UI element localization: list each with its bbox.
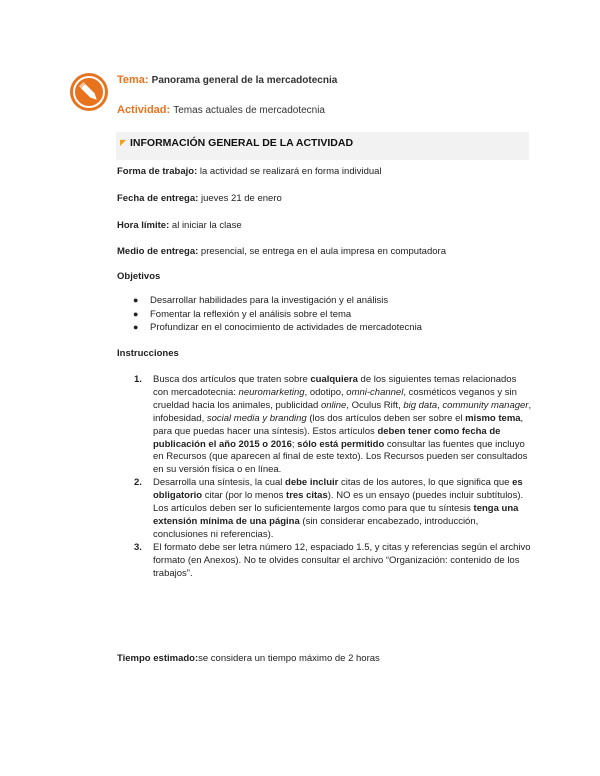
forma-label: Forma de trabajo: — [117, 166, 198, 177]
fecha-label: Fecha de entrega: — [117, 193, 199, 204]
tiempo-row — [117, 653, 380, 664]
hora-row — [117, 220, 242, 231]
step-number: 3. — [134, 541, 142, 553]
list-item: ● Profundizar en el conocimiento de actividades de mercadotecnia — [133, 322, 422, 333]
hora-value: al iniciar la clase — [169, 220, 242, 231]
medio-row — [117, 246, 446, 257]
step-item: 2. Desarrolla una síntesis, la cual debe incluir citas de los autores, lo que significa que es obligatorio citar (por lo menos tres citas). NO es un ensayo (puedes incluir subtítulos). Los artículos deben ser lo suficientemente largos como para que tu síntesis tenga una extensión mínima de una página (sin considerar encabezado, introducción, conclusiones ni referencias). — [134, 477, 524, 540]
tema-value: Panorama general de la mercadotecnia — [151, 75, 338, 86]
tema-label: Tema: — [117, 74, 149, 86]
forma-row — [117, 166, 382, 177]
actividad-line — [117, 104, 325, 116]
list-item: ● Fomentar la reflexión y el análisis sobre el tema — [133, 308, 352, 320]
bullet-icon: ● — [133, 308, 139, 319]
objetivos-list — [117, 295, 537, 336]
tiempo-value: se considera un tiempo máximo de 2 horas — [198, 653, 380, 664]
fecha-row — [117, 193, 282, 204]
medio-label: Medio de entrega: — [117, 246, 199, 257]
step-item: 1. Busca dos artículos que traten sobre cualquiera de los siguientes temas relacionados con mercadotecnia: neuromarketing, odotipo, omni-channel, cosméticos veganos y sin crueldad hacia los animales, publicidad online, Oculus Rift, big data, community manager, infobesidad, social media y branding (los dos artículos deben ser sobre el mismo tema, para que puedas hacer una síntesis). Estos artículos deben tener como fecha de publicación el año 2015 o 2016; sólo está permitido consultar las fuentes que incluyo en Recursos (que aparecen al final de este texto). Los Recursos pueden ser consultados en su versión física o en línea. — [134, 374, 532, 476]
banner-title: INFORMACIÓN GENERAL DE LA ACTIVIDAD — [130, 137, 354, 149]
forma-value: la actividad se realizará en forma individual — [197, 166, 382, 177]
instrucciones-heading: Instrucciones — [117, 348, 179, 359]
list-item: ● Desarrollar habilidades para la investigación y el análisis — [133, 295, 389, 306]
step-item: 3. El formato debe ser letra número 12, espaciado 1.5, y citas y referencias según el archivo formato (en Anexos). No te olvides consultar el archivo “Organización: contenido de los trabajos”. — [134, 541, 531, 579]
instrucciones-list — [134, 374, 532, 581]
objetivos-heading: Objetivos — [117, 271, 161, 282]
pencil-icon — [69, 72, 109, 112]
section-banner — [116, 132, 529, 160]
step-number: 2. — [134, 477, 142, 489]
actividad-value: Temas actuales de mercadotecnia — [173, 105, 325, 116]
fecha-value: jueves 21 de enero — [198, 193, 282, 204]
step-number: 1. — [134, 374, 142, 385]
actividad-label: Actividad: — [117, 104, 171, 116]
medio-value: presencial, se entrega en el aula impresa en computadora — [198, 246, 446, 257]
bullet-icon: ● — [133, 295, 139, 305]
bullet-icon: ● — [133, 322, 139, 332]
tema-line — [117, 74, 337, 86]
hora-label: Hora límite: — [117, 220, 170, 231]
tiempo-label: Tiempo estimado: — [117, 653, 199, 664]
triangle-marker-icon: ◤ — [120, 138, 127, 147]
